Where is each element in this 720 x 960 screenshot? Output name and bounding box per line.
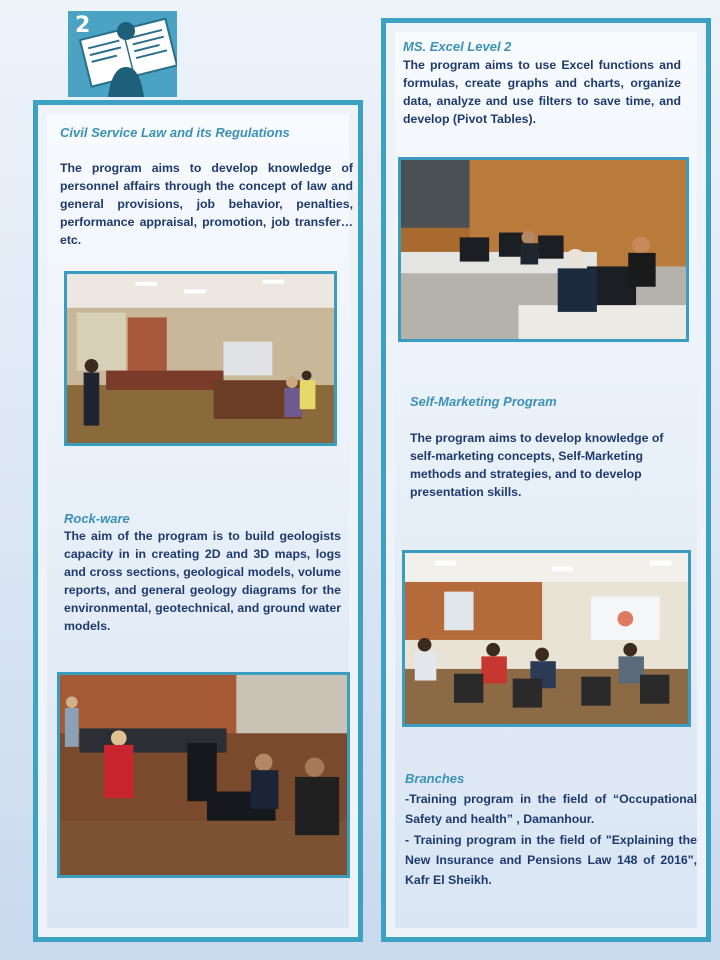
branches-item-2: - Training program in the field of "Explaining the New Insurance and Pensions Law 148 of 2016", Kafr El Sheikh.	[405, 833, 697, 887]
excel-body: The program aims to use Excel functions and formulas, create graphs and charts, organize data, analyze and use filters to save time, and develop (Pivot Tables).	[403, 58, 681, 126]
badge-number: 2	[75, 13, 91, 38]
civil-service-classroom-photo	[64, 271, 337, 446]
rockware-body: The aim of the program is to build geologists capacity in in creating 2D and 3D maps, logs and cross sections, geological models, volume reports, and general geology diagrams for the environmental, geotechnical, and ground water models.	[64, 529, 341, 633]
left-column-panel	[47, 114, 353, 928]
section-badge	[68, 11, 177, 97]
self-marketing-hall-photo	[402, 550, 691, 727]
left-column	[33, 100, 363, 942]
right-column	[381, 18, 711, 942]
rockware-title: Rock-ware	[64, 511, 130, 526]
self-marketing-title: Self-Marketing Program	[410, 394, 557, 409]
rockware-lab-photo	[57, 672, 350, 878]
branches-item-1: -Training program in the field of “Occupational Safety and health” , Damanhour.	[405, 792, 697, 826]
civil-service-body: The program aims to develop knowledge of personnel affairs through the concept of law and general provisions, job behavior, penalties, performance appraisal, promotion, job transfer…etc.	[60, 161, 353, 247]
excel-title: MS. Excel Level 2	[403, 39, 512, 54]
civil-service-title: Civil Service Law and its Regulations	[60, 125, 290, 140]
excel-lab-photo	[398, 157, 689, 342]
self-marketing-body: The program aims to develop knowledge of self-marketing concepts, Self-Marketing methods and strategies, and to develop presentation skills.	[410, 431, 664, 499]
right-column-panel	[395, 32, 697, 928]
branches-title: Branches	[405, 771, 465, 786]
